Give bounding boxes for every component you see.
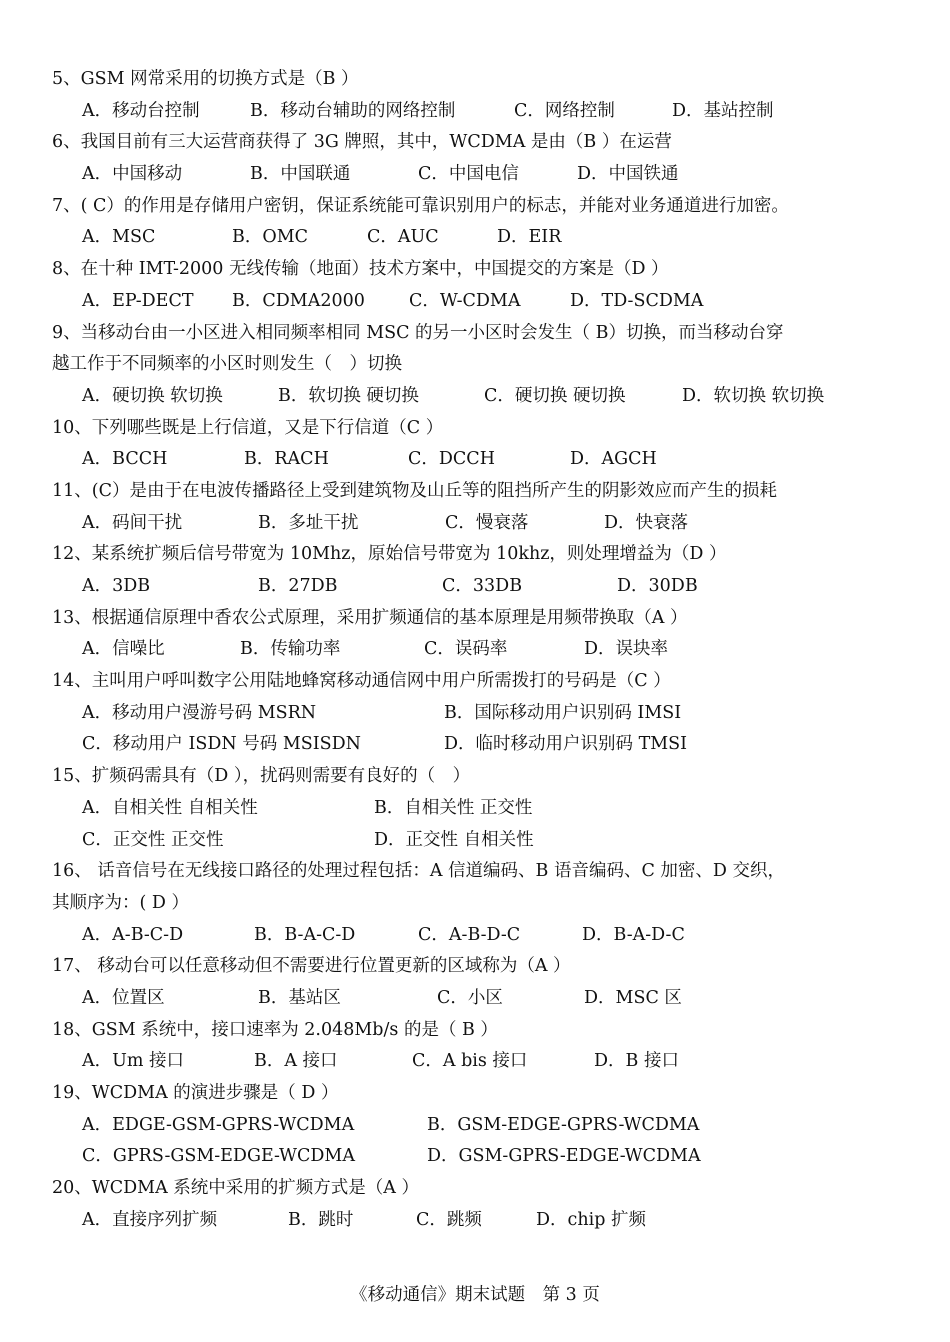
option-d: D．AGCH [570,449,657,470]
option-d: D．B 接口 [594,1051,679,1072]
option-b: B．B-A-C-D [254,924,356,945]
question-text: 13、根据通信原理中香农公式原理，采用扩频通信的基本原理是用频带换取（A ） [52,607,688,628]
option-d: D．误块率 [584,639,669,660]
option-a: C．正交性 正交性 [82,829,224,850]
option-b: B．多址干扰 [258,512,359,533]
option-d: D．快衰落 [604,512,689,533]
option-row [52,1110,902,1142]
question-text: 15、扩频码需具有（D ），扰码则需要有良好的（ ） [52,766,471,787]
option-row [52,825,902,857]
option-d: D．MSC 区 [584,987,682,1008]
question-text: 17、 移动台可以任意移动但不需要进行位置更新的区域称为（A ） [52,956,571,977]
option-c: C．慢衰落 [445,512,529,533]
option-d: D．EIR [497,227,562,248]
question-text: 19、WCDMA 的演进步骤是（ D ） [52,1083,339,1103]
option-b: B．移动台辅助的网络控制 [250,100,456,121]
question-text: 5、GSM 网常采用的切换方式是（B ） [52,69,359,89]
option-b: B．跳时 [288,1209,354,1230]
option-row [52,1205,902,1237]
option-b: B．27DB [258,576,338,596]
question-text: 9、当移动台由一小区进入相同频率相同 MSC 的另一小区时会发生（ B）切换，而当移动台穿 [52,322,784,343]
option-row [52,159,902,191]
option-row [52,1046,902,1078]
option-row [52,793,902,825]
question-text: 其顺序为：( D ） [52,892,189,913]
option-c: C．A bis 接口 [412,1051,528,1072]
option-c: C．A-B-D-C [418,924,521,945]
question-text: 6、我国目前有三大运营商获得了 3G 牌照，其中，WCDMA 是由（B ）在运营 [52,132,672,153]
option-b: B．国际移动用户识别码 IMSI [444,702,682,723]
option-row [52,96,902,128]
option-b: D．GSM-GPRS-EDGE-WCDMA [427,1146,701,1167]
option-row [52,381,902,413]
option-d: D．B-A-D-C [582,924,685,945]
option-row [52,920,902,952]
option-row [52,444,902,476]
option-row [52,729,902,761]
option-d: D．中国铁通 [577,164,679,185]
option-c: C．误码率 [424,639,508,660]
option-a: A．位置区 [82,987,165,1008]
option-b: B．OMC [232,227,309,248]
question-text: 越工作于不同频率的小区时则发生（ ）切换 [52,354,402,375]
option-a: C．移动用户 ISDN 号码 MSISDN [82,734,361,755]
option-b: B．传输功率 [240,639,341,660]
option-a: A．A-B-C-D [82,924,184,945]
option-a: A．自相关性 自相关性 [82,797,258,818]
option-b: B．RACH [244,449,329,470]
option-c: C．W-CDMA [409,290,521,311]
question-text: 10、下列哪些既是上行信道，又是下行信道（C ） [52,417,444,438]
option-a: A．EDGE-GSM-GPRS-WCDMA [82,1114,355,1135]
option-a: A．移动用户漫游号码 MSRN [82,702,317,723]
option-row [52,222,902,254]
option-d: D．基站控制 [672,100,774,121]
option-b: D．正交性 自相关性 [374,829,534,850]
option-b: B．CDMA2000 [232,290,365,311]
option-b: B．基站区 [258,987,341,1008]
option-c: C．跳频 [416,1209,482,1230]
option-d: D．30DB [617,576,698,596]
option-b: B．中国联通 [250,164,351,185]
option-c: C．中国电信 [418,164,519,185]
question-text: 14、主叫用户呼叫数字公用陆地蜂窝移动通信网中用户所需拨打的号码是（C ） [52,671,671,692]
option-c: C．33DB [442,576,523,596]
question-list [52,64,902,1236]
option-row [52,571,902,603]
option-a: A．Um 接口 [82,1051,185,1072]
option-a: A．移动台控制 [82,100,200,121]
option-a: C．GPRS-GSM-EDGE-WCDMA [82,1146,355,1167]
option-c: C．AUC [367,227,439,248]
option-row [52,286,902,318]
option-b: B．GSM-EDGE-GPRS-WCDMA [427,1114,700,1135]
option-row [52,983,902,1015]
page-footer: 《移动通信》期末试题 第 3 页 [350,1285,600,1305]
option-row [52,698,902,730]
option-a: A．BCCH [82,449,168,470]
option-a: A．硬切换 软切换 [82,385,223,406]
question-text: 18、GSM 系统中，接口速率为 2.048Mb/s 的是（ B ） [52,1019,498,1040]
option-a: A．信噪比 [82,639,165,660]
option-row [52,634,902,666]
question-text: 11、(C）是由于在电波传播路径上受到建筑物及山丘等的阻挡所产生的阴影效应而产生的损耗 [52,480,777,501]
option-row [52,1141,902,1173]
question-text: 7、( C）的作用是存储用户密钥，保证系统能可靠识别用户的标志，并能对业务通道进行加密。 [52,195,789,216]
option-d: D．TD-SCDMA [570,290,704,311]
question-text: 8、在十种 IMT-2000 无线传输（地面）技术方案中，中国提交的方案是（D ） [52,259,669,280]
option-b: B．自相关性 正交性 [374,797,533,818]
option-a: A．EP-DECT [82,290,194,311]
option-d: D．chip 扩频 [536,1209,646,1230]
question-text: 12、某系统扩频后信号带宽为 10Mhz，原始信号带宽为 10khz，则处理增益为（D ） [52,544,727,565]
option-c: C．DCCH [408,449,495,470]
option-b: B．A 接口 [254,1051,338,1072]
question-text: 16、 话音信号在无线接口路径的处理过程包括：A 信道编码、B 语音编码、C 加密、D 交织， [52,861,785,882]
option-a: A．中国移动 [82,164,183,185]
option-c: C．网络控制 [514,100,615,121]
option-a: A．3DB [82,576,151,596]
option-c: C．小区 [437,987,503,1008]
option-c: C．硬切换 硬切换 [484,385,626,406]
option-row [52,508,902,540]
question-text: 20、WCDMA 系统中采用的扩频方式是（A ） [52,1178,419,1199]
option-a: A．直接序列扩频 [82,1209,218,1230]
option-b: B．软切换 硬切换 [278,385,419,406]
option-b: D．临时移动用户识别码 TMSI [444,734,688,755]
option-d: D．软切换 软切换 [682,385,825,406]
option-a: A．MSC [82,227,156,248]
option-a: A．码间干扰 [82,512,183,533]
